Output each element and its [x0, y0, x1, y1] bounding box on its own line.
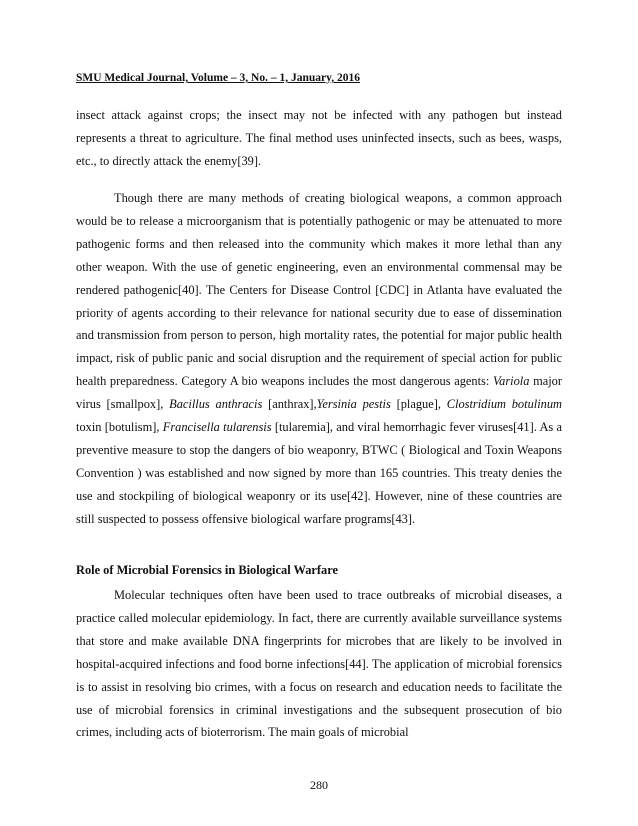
para2-seg-0: Though there are many methods of creating biological weapons, a common approach would be to release a microorganism that is potentially pathogenic or may be attenuated to more pathogenic forms and then released into the community which makes it more lethal than any other weapon. With the use of genetic engineering, even an environmental commensal may be rendered pathogenic[40]. The Centers for Disease Control [CDC] in Atlanta have evaluated the priority of agents according to their relevance for national security due to ease of dissemination and transmission from person to person, high mortality rates, the potential for major public health impact, risk of public panic and social disruption and the requirement of special action for public health preparedness. Category A bio weapons includes the most dangerous agents:: [76, 191, 562, 389]
para2-seg-2: major virus [smallpox],: [76, 374, 563, 412]
para2-seg-10: [tularemia], and viral hemorrhagic fever viruses[41]. As a preventive measure to stop the dangers of bio weaponry, BTWC ( Biological and Toxin Weapons Convention ) was established and now signed by more than 165 countries. This treaty denies the use and stockpiling of biological weaponry or its use[42]. However, nine of these countries are still suspected to possess offensive biological warfare programs[43].: [76, 420, 562, 526]
section-heading: Role of Microbial Forensics in Biological Warfare: [76, 563, 339, 577]
para2-seg-1: Variola: [492, 374, 530, 389]
paragraph-microbial-forensics: Molecular techniques often have been used to trace outbreaks of microbial diseases, a practice called molecular epidemiology. In fact, there are currently available surveillance systems that store and make available DNA fingerprints for microbes that are likely to be involved in hospital-acquired infections and food borne infections[44]. The application of microbial forensics is to assist in resolving bio crimes, with a focus on research and education needs to facilitate the use of microbial forensics in criminal investigations and the subsequent prosecution of bio crimes, including acts of bioterrorism. The main goals of microbial: [76, 588, 562, 740]
para2-seg-4: [anthrax],: [262, 397, 317, 412]
para2-seg-5: Yersinia pestis: [316, 397, 391, 412]
paragraph-biological-weapons: [76, 187, 562, 531]
running-header: SMU Medical Journal, Volume – 3, No. – 1, January, 2016: [76, 72, 361, 84]
paragraph-continuation: insect attack against crops; the insect may not be infected with any pathogen but instead represents a threat to agriculture. The final method uses uninfected insects, such as bees, wasps, etc., to directly attack the enemy[39].: [76, 108, 562, 168]
page-number: 280: [310, 778, 328, 792]
para2-seg-9: Francisella tularensis: [162, 420, 272, 435]
para2-seg-3: Bacillus anthracis: [169, 397, 263, 412]
para2-seg-8: toxin [botulism],: [76, 420, 163, 435]
para2-seg-6: [plague],: [390, 397, 447, 412]
para2-seg-7: Clostridium botulinum: [446, 397, 562, 412]
